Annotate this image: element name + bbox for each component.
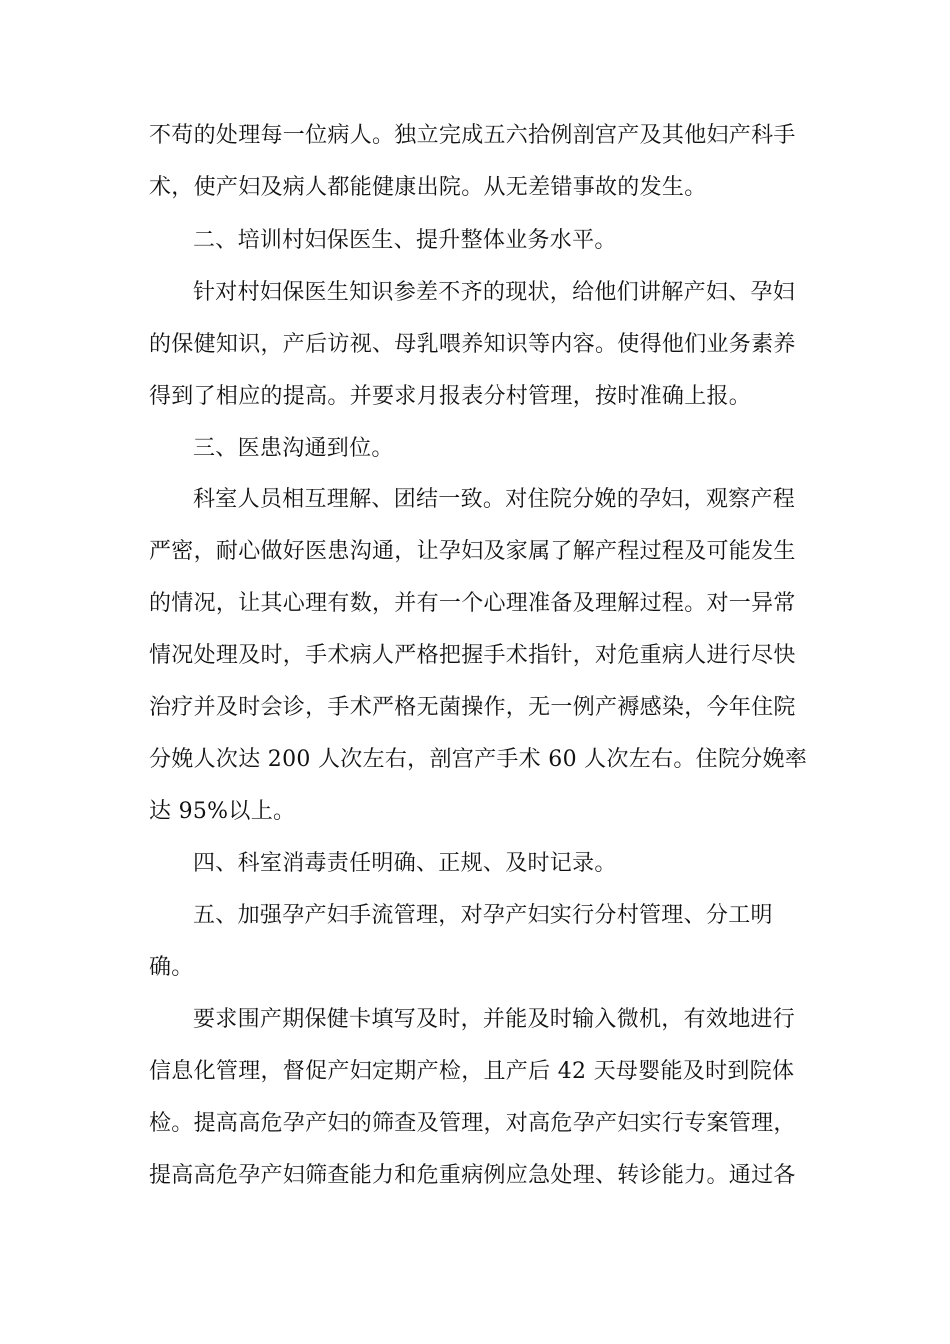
section-heading: 四、科室消毒责任明确、正规、及时记录。 xyxy=(193,851,617,876)
body-text-line: 达 95%以上。 xyxy=(149,799,296,824)
body-text-line: 术，使产妇及病人都能健康出院。从无差错事故的发生。 xyxy=(149,175,707,200)
section-heading-continuation: 确。 xyxy=(149,955,194,980)
body-text-line: 检。提高高危孕产妇的筛查及管理，对高危孕产妇实行专案管理， xyxy=(149,1111,796,1136)
body-text-line: 得到了相应的提高。并要求月报表分村管理，按时准确上报。 xyxy=(149,384,752,409)
body-text-line: 情况处理及时，手术病人严格把握手术指针，对危重病人进行尽快 xyxy=(149,643,796,668)
body-text-line: 严密，耐心做好医患沟通，让孕妇及家属了解产程过程及可能发生 xyxy=(149,539,796,564)
body-text-line: 分娩人次达 200 人次左右，剖宫产手术 60 人次左右。住院分娩率 xyxy=(149,747,808,772)
body-text-line: 科室人员相互理解、团结一致。对住院分娩的孕妇，观察产程 xyxy=(193,487,796,512)
body-text-line: 提高高危孕产妇筛查能力和危重病例应急处理、转诊能力。通过各 xyxy=(149,1163,796,1188)
section-heading: 二、培训村妇保医生、提升整体业务水平。 xyxy=(193,228,617,253)
body-text-line: 信息化管理，督促产妇定期产检，且产后 42 天母婴能及时到院体 xyxy=(149,1059,795,1084)
body-text-line: 不苟的处理每一位病人。独立完成五六拾例剖宫产及其他妇产科手 xyxy=(149,123,796,148)
body-text-line: 针对村妇保医生知识参差不齐的现状，给他们讲解产妇、孕妇 xyxy=(193,280,796,305)
body-text-line: 治疗并及时会诊，手术严格无菌操作，无一例产褥感染，今年住院 xyxy=(149,695,796,720)
body-text-line: 要求围产期保健卡填写及时，并能及时输入微机，有效地进行 xyxy=(193,1007,796,1032)
section-heading: 三、医患沟通到位。 xyxy=(193,436,394,461)
body-text-line: 的保健知识，产后访视、母乳喂养知识等内容。使得他们业务素养 xyxy=(149,332,796,357)
section-heading: 五、加强孕产妇手流管理，对孕产妇实行分村管理、分工明 xyxy=(193,903,773,928)
body-text-line: 的情况，让其心理有数，并有一个心理准备及理解过程。对一异常 xyxy=(149,591,796,616)
